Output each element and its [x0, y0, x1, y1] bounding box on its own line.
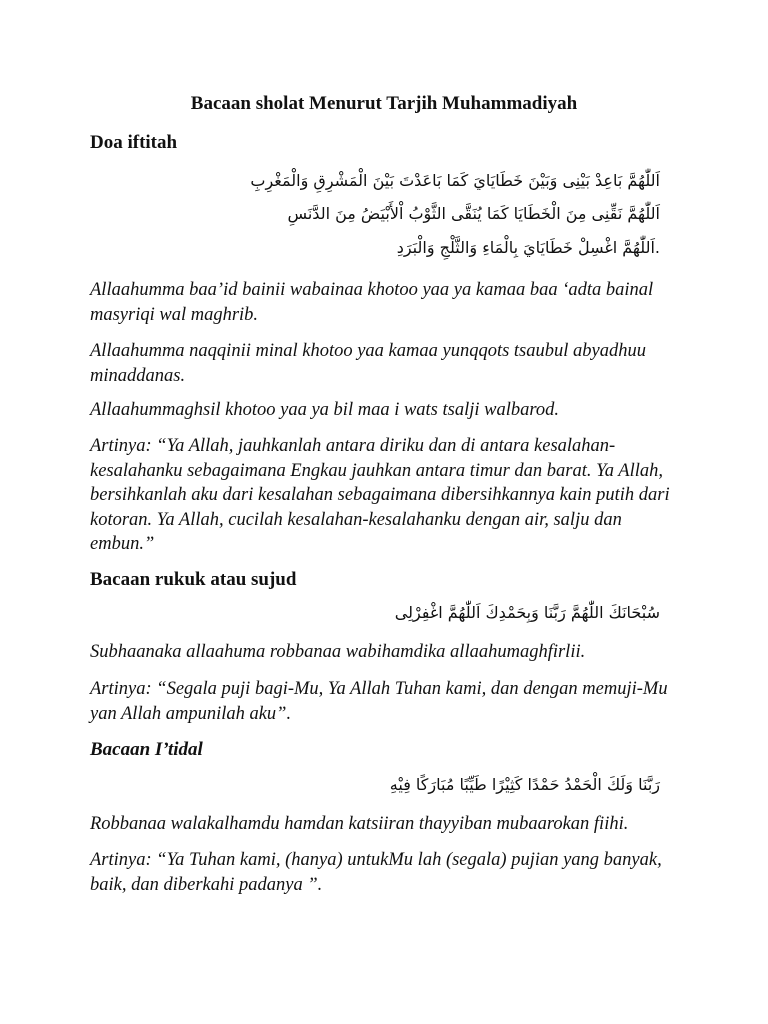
- arabic-rukuk: سُبْحَانَكَ اللّٰهُمَّ رَبَّنَا وَبِحَمْدِكَ اَللّٰهُمَّ اغْفِرْلِى: [394, 603, 660, 622]
- heading-rukuk-sujud: Bacaan rukuk atau sujud: [90, 569, 297, 590]
- heading-itidal: Bacaan I’tidal: [90, 739, 203, 760]
- translation-iftitah: Artinya: “Ya Allah, jauhkanlah antara diriku dan di antara kesalahan-kesalahanku sebagaimana Engkau jauhkan antara timur dan barat. Ya Allah, bersihkanlah aku dari kesalahan sebagaimana dibersihkannya kain putih dari kotoran. Ya Allah, cucilah kesalahan-kesalahanku dengan air, salju dan embun.”: [90, 436, 670, 554]
- document-title: Bacaan sholat Menurut Tarjih Muhammadiyah: [190, 93, 578, 114]
- transliteration-itidal: Robbanaa walakalhamdu hamdan katsiiran thayyiban mubaarokan fiihi.: [90, 814, 629, 834]
- arabic-itidal: رَبَّنَا وَلَكَ الْحَمْدُ حَمْدًا كَثِيْرًا طَيِّبًا مُبَارَكًا فِيْهِ: [389, 775, 660, 794]
- transliteration-iftitah-2: Allaahumma naqqinii minal khotoo yaa kamaa yunqqots tsaubul abyadhuu minaddanas.: [90, 341, 646, 386]
- translation-rukuk: Artinya: “Segala puji bagi-Mu, Ya Allah Tuhan kami, dan dengan memuji-Mu yan Allah ampunilah aku”.: [90, 679, 668, 724]
- heading-doa-iftitah: Doa iftitah: [90, 132, 178, 153]
- translation-itidal: Artinya: “Ya Tuhan kami, (hanya) untukMu lah (segala) pujian yang banyak, baik, dan diberkahi padanya ”.: [90, 850, 662, 895]
- transliteration-iftitah-1: Allaahumma baa’id bainii wabainaa khotoo yaa ya kamaa baa ‘adta bainal masyriqi wal maghrib.: [90, 280, 654, 325]
- transliteration-iftitah-3: Allaahummaghsil khotoo yaa ya bil maa i wats tsalji walbarod.: [90, 400, 560, 420]
- arabic-iftitah-line-2: اَللّٰهُمَّ نَقِّنِى مِنَ الْخَطَايَا كَمَا يُنَقَّى الثَّوْبُ اْلأَبْيَضُ مِنَ الدَّنَسِ: [287, 204, 660, 223]
- transliteration-rukuk: Subhaanaka allaahuma robbanaa wabihamdika allaahumaghfirlii.: [90, 642, 586, 662]
- arabic-iftitah-line-1: اَللّٰهُمَّ بَاعِدْ بَيْنِى وَبَيْنَ خَطَايَايَ كَمَا بَاعَدْتَ بَيْنَ الْمَشْرِقِ وَالْمَغْرِبِ: [250, 171, 660, 190]
- arabic-iftitah-line-3: .اَللّٰهُمَّ اغْسِلْ خَطَايَايَ بِالْمَاءِ وَالثَّلْجِ وَالْبَرَدِ: [396, 238, 660, 257]
